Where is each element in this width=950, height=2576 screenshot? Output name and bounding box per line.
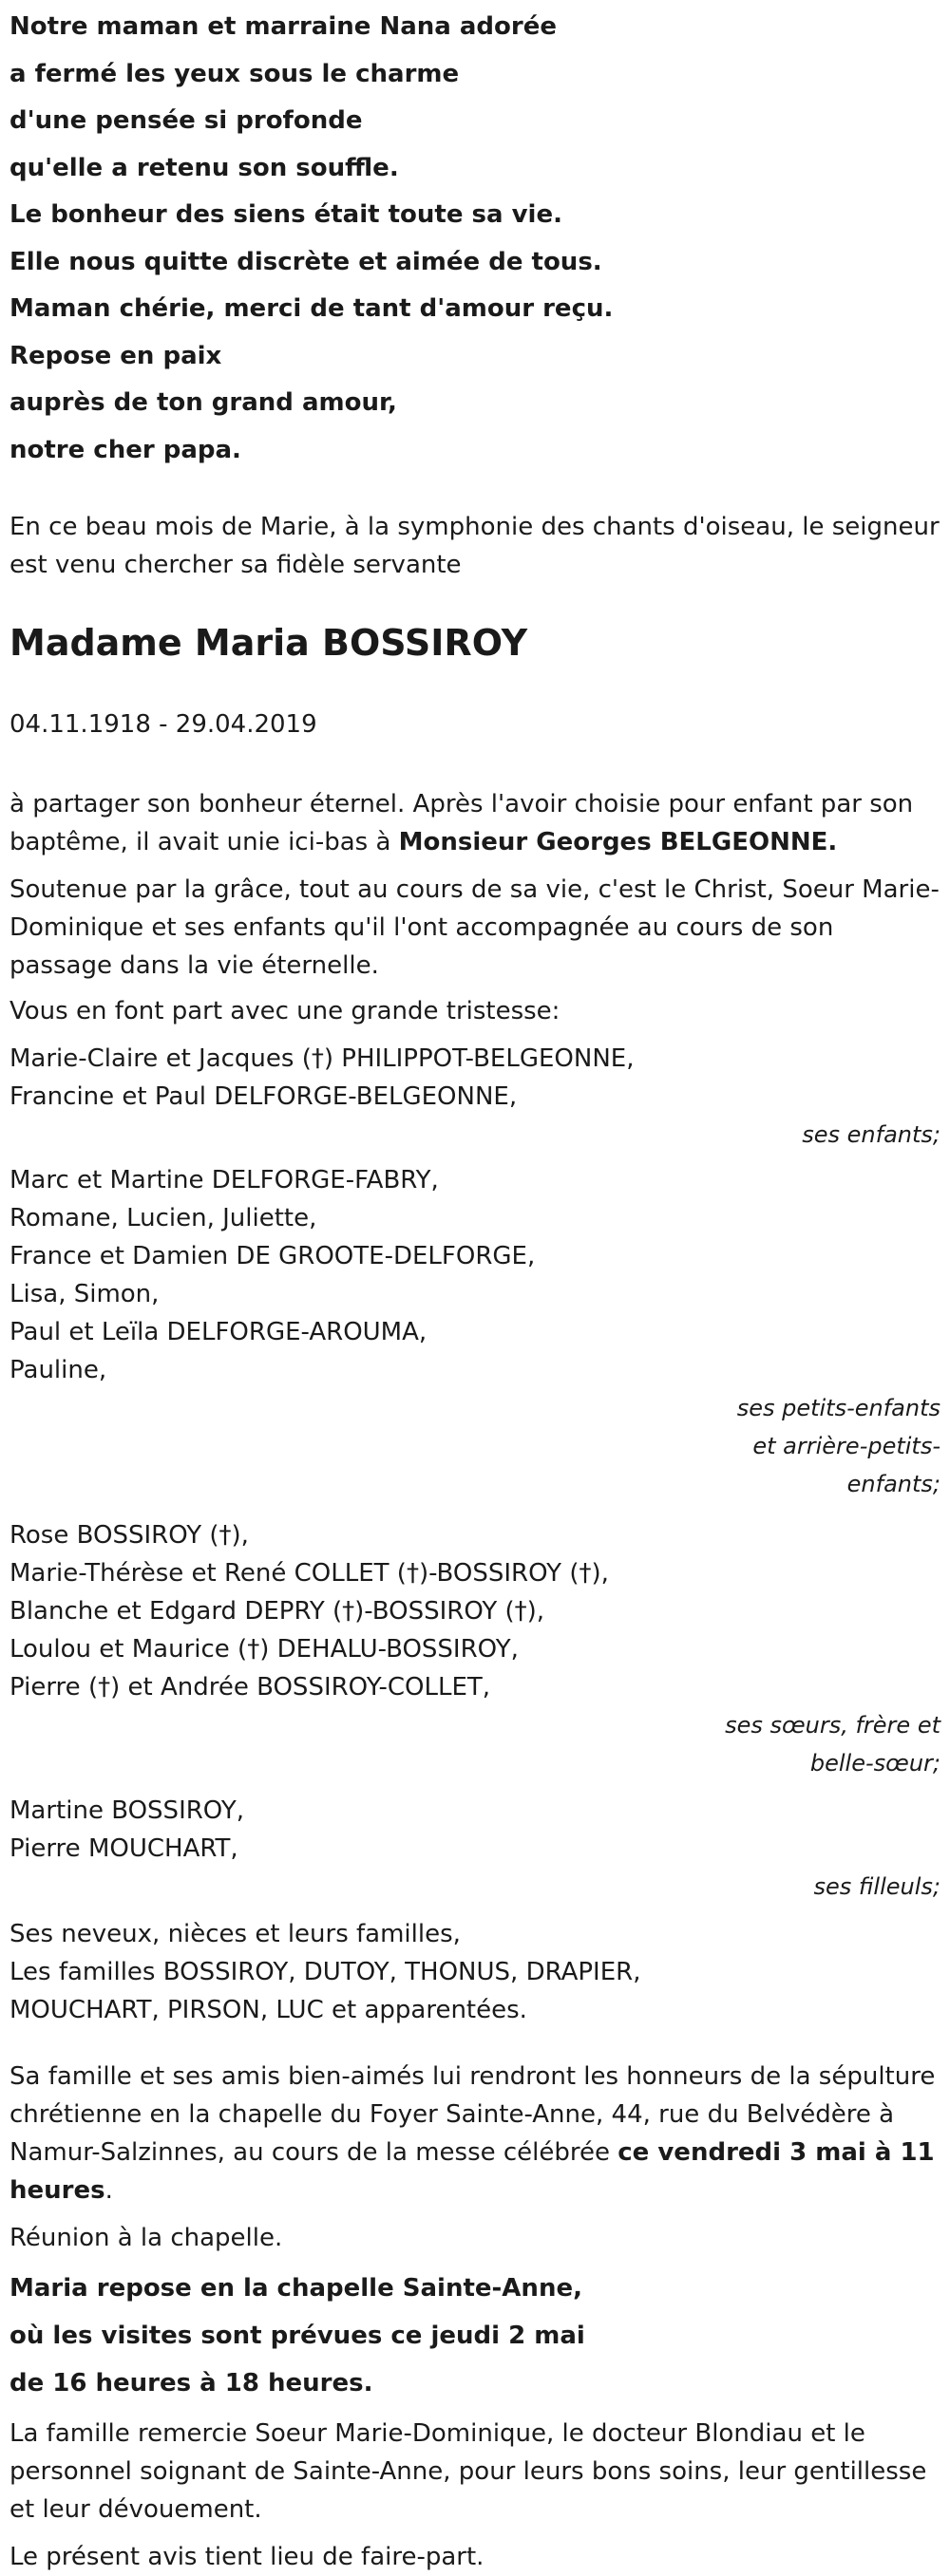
role-godchildren: ses filleuls;: [813, 1873, 940, 1900]
role-line: belle-sœur;: [809, 1750, 940, 1777]
family-name-line: Blanche et Edgard DEPRY (†)-BOSSIROY (†),: [10, 1597, 545, 1626]
paragraph-grace: Soutenue par la grâce, tout au cours de sa vie, c'est le Christ, Soeur Marie-Dominique et ses enfants qu'il l'ont accompagnée au cours de son passage dans la vie éternelle.: [10, 875, 940, 980]
ceremony-end: .: [104, 2176, 113, 2205]
ceremony-date: ce vendredi 3 mai à 11 heures: [10, 2138, 935, 2205]
poem-line: qu'elle a retenu son souffle.: [10, 153, 399, 182]
poem-line: Maman chérie, merci de tant d'amour reçu.: [10, 294, 614, 323]
poem: [10, 0, 940, 474]
family-name-line: Rose BOSSIROY (†),: [10, 1521, 249, 1550]
family-name-line: Pauline,: [10, 1356, 107, 1384]
poem-line: notre cher papa.: [10, 435, 241, 464]
ceremony-body: Sa famille et ses amis bien-aimés lui rendront les honneurs de la sépulture chrétienne en la chapelle du Foyer Sainte-Anne, 44, rue du Belvédère à Namur-Salzinnes, au cours de la messe célébrée: [10, 2062, 936, 2167]
closing-text: Le présent avis tient lieu de faire-part.: [10, 2543, 484, 2571]
group-grandchildren: [10, 1161, 940, 1503]
poem-line: d'une pensée si profonde: [10, 106, 363, 135]
role-line: ses petits-enfants: [736, 1395, 940, 1421]
family-name-line: Loulou et Maurice (†) DEHALU-BOSSIROY,: [10, 1635, 519, 1664]
poem-line: Elle nous quitte discrète et aimée de tous.: [10, 247, 602, 276]
role-grandchildren: [694, 1389, 940, 1503]
visits-line: Maria repose en la chapelle Sainte-Anne,: [10, 2274, 582, 2303]
deceased-name: Madame Maria BOSSIROY: [10, 622, 528, 664]
family-name-line: Romane, Lucien, Juliette,: [10, 1204, 317, 1232]
thanks-text: La famille remercie Soeur Marie-Dominique, le docteur Blondiau et le personnel soignant de Sainte-Anne, pour leurs bons soins, leur gentillesse et leur dévouement.: [10, 2419, 927, 2524]
role-line: et arrière-petits-: [752, 1433, 940, 1459]
intro-text: En ce beau mois de Marie, à la symphonie des chants d'oiseau, le seigneur est venu chercher sa fidèle servante: [10, 513, 940, 579]
family-name-line: Pierre (†) et Andrée BOSSIROY-COLLET,: [10, 1673, 491, 1702]
group-siblings: [10, 1516, 940, 1782]
role-line: ses sœurs, frère et: [725, 1712, 940, 1739]
family-name-line: Marc et Martine DELFORGE-FABRY,: [10, 1166, 439, 1194]
paragraph-announcement: Vous en font part avec une grande tristesse:: [10, 997, 560, 1025]
role-siblings: [694, 1706, 940, 1782]
family-name-line: Lisa, Simon,: [10, 1280, 160, 1308]
visits-line: de 16 heures à 18 heures.: [10, 2369, 373, 2397]
poem-line: Notre maman et marraine Nana adorée: [10, 12, 557, 41]
family-name-line: Pierre MOUCHART,: [10, 1834, 238, 1863]
family-name-line: Martine BOSSIROY,: [10, 1796, 244, 1825]
ceremony-text: [10, 2058, 940, 2209]
role-children: ses enfants;: [802, 1121, 940, 1148]
life-dates: 04.11.1918 - 29.04.2019: [10, 710, 317, 739]
family-name-line: Marie-Thérèse et René COLLET (†)-BOSSIROY (†),: [10, 1559, 609, 1588]
group-children: [10, 1040, 940, 1154]
paragraph-baptism: [10, 785, 940, 861]
reunion-text: Réunion à la chapelle.: [10, 2224, 283, 2252]
group-godchildren: [10, 1792, 940, 1906]
poem-line: a fermé les yeux sous le charme: [10, 59, 460, 88]
poem-line: Le bonheur des siens était toute sa vie.: [10, 200, 562, 229]
family-name-line: Les familles BOSSIROY, DUTOY, THONUS, DRAPIER,: [10, 1958, 641, 1986]
husband-name: Monsieur Georges BELGEONNE.: [398, 828, 838, 856]
paragraph-baptism-text: à partager son bonheur éternel. Après l'avoir choisie pour enfant par son baptême, il avait unie ici-bas à: [10, 790, 914, 856]
role-line: enfants;: [846, 1471, 940, 1497]
poem-line: auprès de ton grand amour,: [10, 388, 397, 417]
family-name-line: MOUCHART, PIRSON, LUC et apparentées.: [10, 1996, 527, 2024]
family-name-line: Ses neveux, nièces et leurs familles,: [10, 1920, 461, 1948]
family-name-line: Francine et Paul DELFORGE-BELGEONNE,: [10, 1082, 518, 1111]
family-name-line: France et Damien DE GROOTE-DELFORGE,: [10, 1242, 536, 1270]
visits-block: [10, 2265, 940, 2407]
poem-line: Repose en paix: [10, 341, 222, 370]
family-name-line: Marie-Claire et Jacques (†) PHILIPPOT-BELGEONNE,: [10, 1044, 635, 1073]
visits-line: où les visites sont prévues ce jeudi 2 mai: [10, 2322, 585, 2350]
family-name-line: Paul et Leïla DELFORGE-AROUMA,: [10, 1318, 428, 1346]
group-others: [10, 1915, 940, 2029]
